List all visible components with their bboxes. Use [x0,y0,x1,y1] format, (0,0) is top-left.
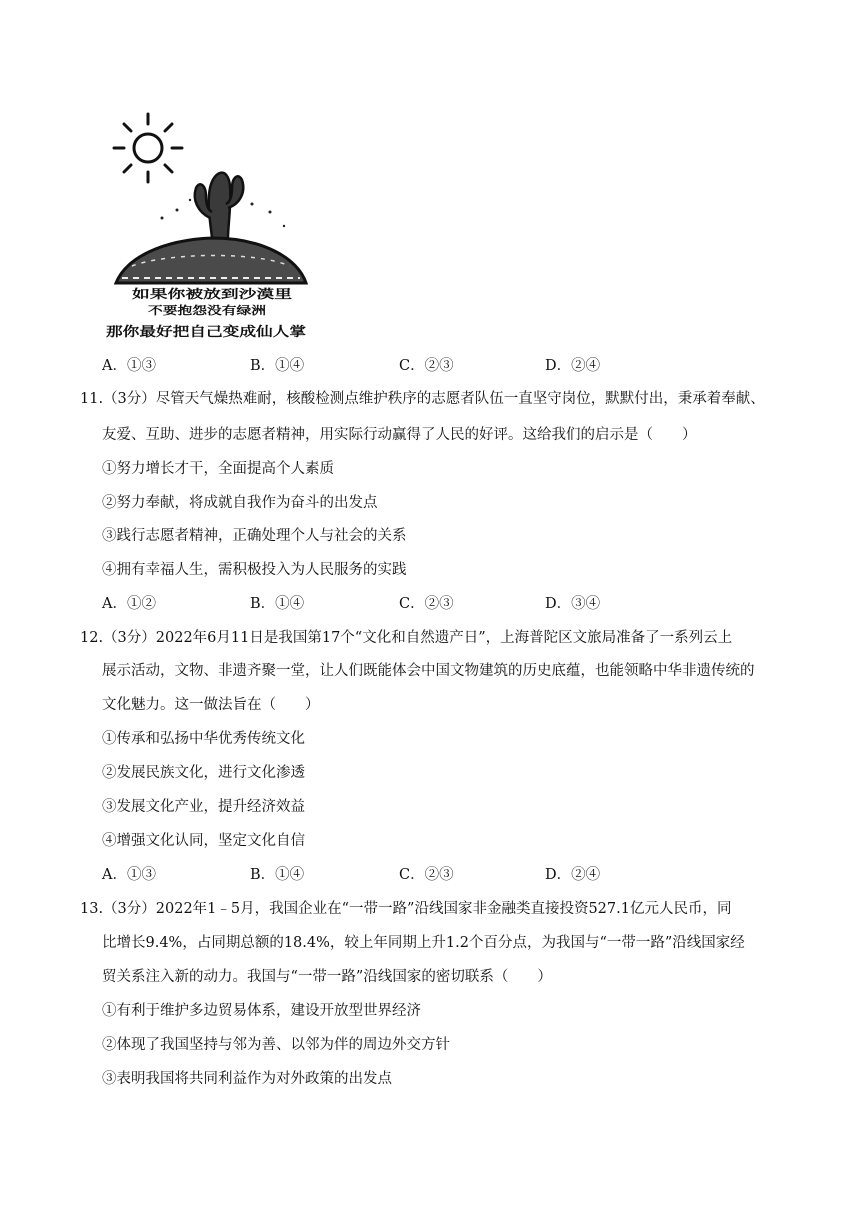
svg-text:不要抱怨没有绿洲: 不要抱怨没有绿洲 [148,304,236,317]
q11-choice-b[interactable]: B．①④ [250,596,305,612]
q12-option-3: ③发展文化产业，提升经济效益 [102,799,305,815]
q13-option-1: ①有利于维护多边贸易体系，建设开放型世界经济 [102,1003,421,1019]
q12-option-4: ④增强文化认同，坚定文化自信 [102,833,305,849]
desert-mound [116,238,306,283]
q12-stem-line-2: 展示活动，文物、非遗齐聚一堂，让人们既能体会中国文物建筑的历史底蕴，也能领略中华非遗传统的 [102,663,755,679]
q12-choice-c[interactable]: C．②③ [399,867,454,883]
q11-option-2: ②努力奉献，将成就自我作为奋斗的出发点 [102,495,378,511]
q11-stem-line-1: 11.（3分）尽管天气燥热难耐，核酸检测点维护秩序的志愿者队伍一直坚守岗位，默默付出，秉承着奉献、 [80,391,765,407]
q10-choice-d[interactable]: D．②④ [545,358,601,374]
q10-choice-b[interactable]: B．①④ [250,358,305,374]
q12-choice-a[interactable]: A．①③ [102,867,156,883]
q11-choices [102,594,742,614]
q12-choices [102,865,742,885]
q11-choice-d[interactable]: D．③④ [545,596,601,612]
q12-choice-b[interactable]: B．①④ [250,867,305,883]
q11-option-4: ④拥有幸福人生，需积极投入为人民服务的实践 [102,562,407,578]
svg-text:如果你被放到沙漠里: 如果你被放到沙漠里 [132,287,241,301]
svg-text:那你最好把自己变成仙人掌: 那你最好把自己变成仙人掌 [106,325,263,340]
q11-stem-line-2: 友爱、互助、进步的志愿者精神，用实际行动赢得了人民的好评。这给我们的启示是（ ） [102,427,697,443]
q12-stem-line-3: 文化魅力。这一做法旨在（ ） [102,697,320,713]
q11-option-3: ③践行志愿者精神，正确处理个人与社会的关系 [102,528,407,544]
q12-option-2: ②发展民族文化，进行文化渗透 [102,765,305,781]
q13-option-2: ②体现了我国坚持与邻为善、以邻为伴的周边外交方针 [102,1037,450,1053]
q12-stem-line-1: 12.（3分）2022年6月11日是我国第17个“文化和自然遗产日”，上海普陀区文旅局准备了一系列云上 [80,630,733,646]
q12-option-1: ①传承和弘扬中华优秀传统文化 [102,731,305,747]
q12-choice-d[interactable]: D．②④ [545,867,601,883]
handwritten-caption [106,286,306,340]
q10-choice-a[interactable]: A．①③ [102,358,156,374]
q13-option-3: ③表明我国将共同利益作为对外政策的出发点 [102,1071,392,1087]
q11-choice-a[interactable]: A．①② [102,596,156,612]
sun-icon [114,114,182,182]
q13-stem-line-1: 13.（3分）2022年1﹣5月，我国企业在“一带一路”沿线国家非金融类直接投资527.1亿元人民币，同 [80,901,732,917]
q11-choice-c[interactable]: C．②③ [399,596,454,612]
q10-choice-c[interactable]: C．②③ [399,358,454,374]
cactus-cartoon-figure [102,108,314,346]
q10-choices [102,356,742,376]
q11-option-1: ①努力增长才干，全面提高个人素质 [102,461,334,477]
q13-stem-line-3: 贸关系注入新的动力。我国与“一带一路”沿线国家的密切联系（ ） [102,969,552,985]
q13-stem-line-2: 比增长9.4%，占同期总额的18.4%，较上年同期上升1.2个百分点，为我国与“一带一路”沿线国家经 [102,935,745,951]
